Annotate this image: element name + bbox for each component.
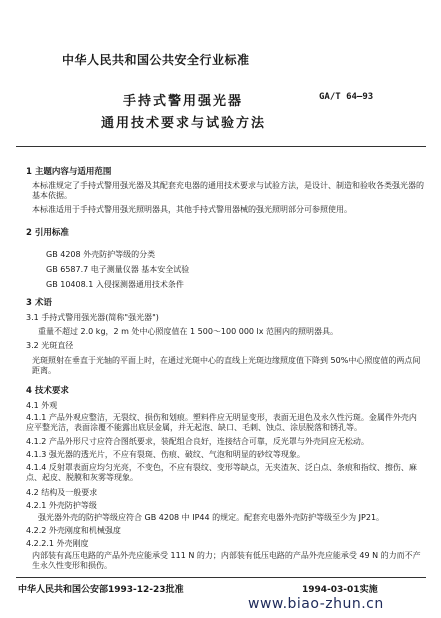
standard-number: GA/T 64—93 (319, 92, 374, 102)
approval-date: 中华人民共和国公安部1993-12-23批准 (18, 585, 184, 595)
watermark-text: www.biao-zhun.cn (248, 596, 384, 612)
footer-divider (16, 577, 426, 578)
clause-4-2: 4.2 结构及一般要求 (26, 488, 98, 497)
section-2-heading: 2 引用标准 (26, 228, 69, 238)
clause-4-1-3: 4.1.3 强光器的透光片，不应有裂斑、伤痕、破纹、气泡和明显的砂纹等现象。 (26, 450, 305, 459)
reference-gb4208: GB 4208 外壳防护等级的分类 (46, 250, 156, 259)
document-title-line2: 通用技术要求与试验方法 (101, 116, 267, 131)
standard-category: 中华人民共和国公共安全行业标准 (62, 53, 250, 67)
term-3-1: 3.1 手持式警用强光器(简称"强光器") (26, 313, 159, 322)
section-1-paragraph-2: 本标准适用于手持式警用强光照明器具，其他手持式警用器械的强光照明部分可参照使用。 (32, 205, 352, 214)
header-divider (16, 146, 426, 147)
clause-4-1-2: 4.1.2 产品外形尺寸应符合图纸要求，装配组合良好，连接结合可靠，反光罩与外壳同应无松动。 (26, 437, 369, 446)
term-3-2-definition: 光斑照射在垂直于光轴的平面上时，在通过光斑中心的直线上光斑边缘照度值下降到 50%中心照度值的两点间距离。 (32, 356, 421, 375)
reference-gb6587: GB 6587.7 电子测量仪器 基本安全试验 (46, 265, 190, 274)
term-3-2: 3.2 光斑直径 (26, 341, 74, 350)
section-1-heading: 1 主题内容与适用范围 (26, 167, 112, 177)
clause-4-2-2-1: 4.2.2.1 外壳刚度 (26, 539, 89, 548)
clause-4-2-1-definition: 强光器外壳的防护等级应符合 GB 4208 中 IP44 的规定。配套充电器外壳防护等级至少为 JP21。 (38, 513, 385, 522)
implementation-date: 1994-03-01实施 (302, 585, 378, 595)
section-3-heading: 3 术语 (26, 298, 52, 308)
clause-4-2-2-1-definition: 内部装有高压电路的产品外壳应能承受 111 N 的力；内部装有低压电路的产品外壳应能承受 49 N 的力而不产生永久性变形和损伤。 (32, 551, 421, 570)
clause-4-1: 4.1 外观 (26, 401, 58, 410)
term-3-1-definition: 重量不超过 2.0 kg，2 m 处中心照度值在 1 500～100 000 lx 范围内的照明器具。 (38, 327, 339, 336)
clause-4-2-2: 4.2.2 外壳刚度和机械强度 (26, 526, 121, 535)
clause-4-2-1: 4.2.1 外壳防护等级 (26, 501, 97, 510)
reference-gb10408: GB 10408.1 入侵探测器通用技术条件 (46, 280, 184, 289)
document-title-line1: 手持式警用强光器 (123, 94, 244, 109)
section-1-paragraph-1: 本标准规定了手持式警用强光器及其配套充电器的通用技术要求与试验方法，是设计、制造和验收各类强光器的基本依据。 (32, 181, 424, 200)
section-4-heading: 4 技术要求 (26, 386, 69, 396)
clause-4-1-4: 4.1.4 反射罩表面应均匀光亮，不变色，不应有裂纹、变形等缺点，无夹渣灰、泛白点、条痕和指纹、擦伤、麻点、起皮、脱膜和灰雾等现象。 (26, 463, 417, 482)
clause-4-1-1: 4.1.1 产品外观应整洁，无裂纹、损伤和划痕。塑料件应无明显变形，表面无退色及永久性污斑。金属件外壳内应平整光洁，表面涂覆不能露出底层金属，并无起泡、缺口、毛刺、蚀点、涂层脱落和锈孔等。 (26, 413, 417, 432)
